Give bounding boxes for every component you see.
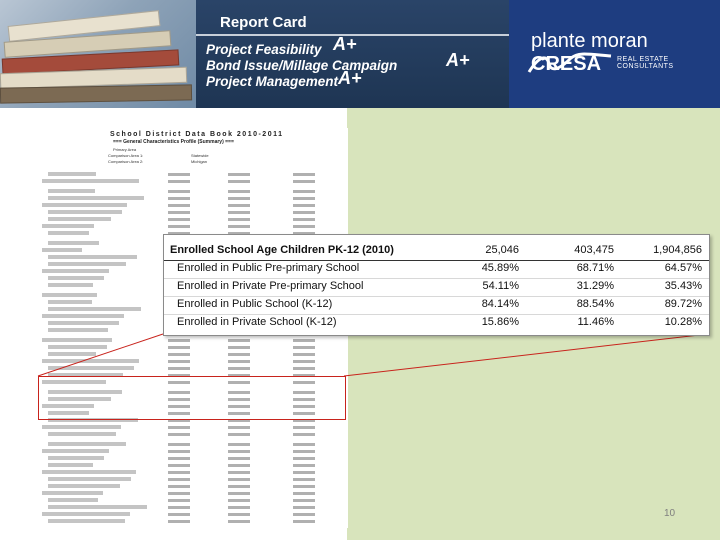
row-label: Enrolled School Age Children PK-12 (2010) (170, 244, 394, 256)
row-value-primary: 15.86% (481, 316, 519, 328)
row-label: Enrolled in Private Pre-primary School (177, 280, 364, 292)
grade-feasibility: A+ (333, 34, 357, 54)
data-book-title: School District Data Book 2010-2011 (110, 131, 284, 138)
brand-name-cresa: CRESA (531, 53, 602, 75)
grade-bond: A+ (446, 50, 470, 70)
row-value-comparison2: 64.57% (664, 262, 702, 274)
table-row (164, 261, 709, 279)
row-value-primary: 45.89% (481, 262, 519, 274)
row-value-comparison1: 88.54% (576, 298, 614, 310)
report-card-title: Report Card (220, 14, 307, 31)
grade-management: A+ (338, 68, 362, 88)
header-banner (0, 0, 720, 108)
data-book-subtitle: === General Characteristics Profile (Summary) === (113, 139, 234, 145)
brand-subtitle: REAL ESTATE CONSULTANTS (617, 56, 674, 70)
books-photo (0, 0, 196, 108)
page-number: 10 (664, 508, 676, 519)
report-item-bond: Bond Issue/Millage Campaign (206, 58, 398, 73)
row-label: Enrolled in Private School (K-12) (177, 316, 337, 328)
row-label: Enrolled in Public School (K-12) (177, 298, 333, 310)
row-value-comparison1: 68.71% (576, 262, 614, 274)
brand-swoosh-icon (527, 50, 613, 76)
report-item-management: Project Management (206, 74, 339, 89)
row-label: Enrolled in Public Pre-primary School (177, 262, 360, 274)
comparison1-label: Comparison Area 1: (108, 153, 144, 158)
primary-area-label: Primary Area (113, 147, 137, 152)
table-row (164, 279, 709, 297)
row-value-primary: 25,046 (485, 244, 519, 256)
enrolled-table-zoom (163, 234, 710, 336)
report-card-panel (196, 0, 509, 108)
area2-value: Michigan (191, 159, 208, 164)
comparison2-label: Comparison Area 2: (108, 159, 144, 164)
table-row (164, 297, 709, 315)
row-value-comparison1: 11.46% (577, 316, 614, 328)
brand-name-main: plante moran (531, 30, 648, 52)
row-value-comparison2: 35.43% (664, 280, 702, 292)
row-value-comparison2: 10.28% (664, 316, 702, 328)
report-item-feasibility: Project Feasibility (206, 42, 322, 57)
row-value-primary: 84.14% (481, 298, 519, 310)
highlight-box (38, 376, 346, 420)
table-row (164, 315, 709, 332)
row-value-comparison2: 89.72% (664, 298, 702, 310)
row-value-primary: 54.11% (482, 280, 519, 292)
row-value-comparison1: 403,475 (574, 244, 614, 256)
row-value-comparison2: 1,904,856 (653, 244, 702, 256)
table-row (164, 243, 709, 261)
brand-panel (509, 0, 720, 108)
row-value-comparison1: 31.29% (576, 280, 614, 292)
area1-value: Statewide (191, 153, 209, 158)
